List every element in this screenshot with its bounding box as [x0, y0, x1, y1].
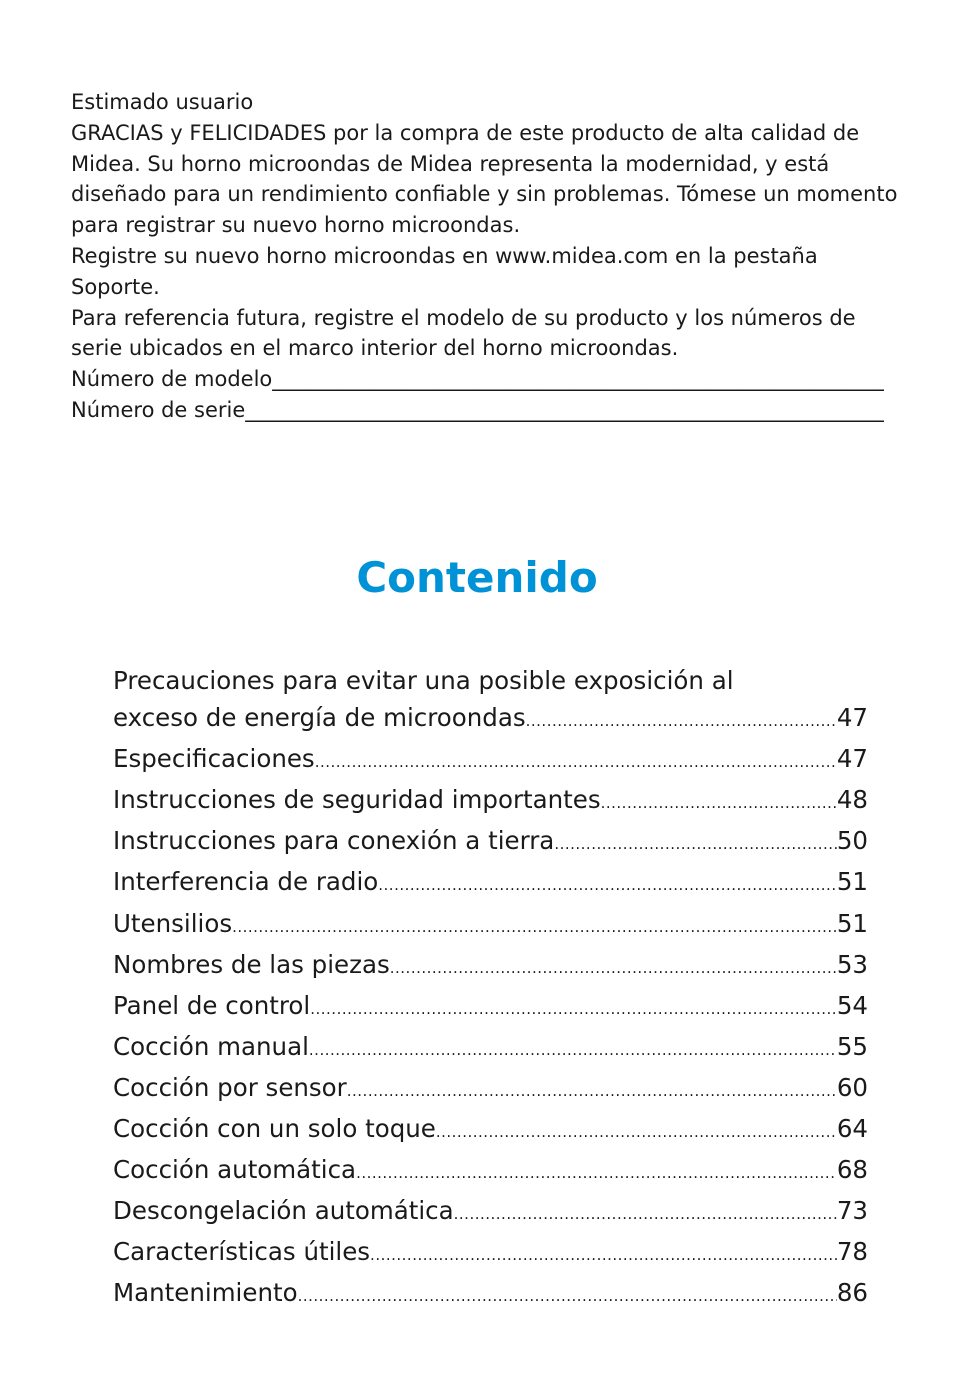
dot-leader — [601, 785, 837, 822]
toc-entry — [113, 740, 868, 781]
toc-entry-label: Mantenimiento — [113, 1278, 298, 1308]
model-number-field — [71, 364, 884, 395]
toc-entry-label: Instrucciones de seguridad importantes — [113, 785, 601, 815]
toc-entry-label: Instrucciones para conexión a tierra — [113, 826, 555, 856]
dot-leader — [232, 909, 837, 946]
toc-entry — [113, 863, 868, 904]
toc-entry-label: Cocción con un solo toque — [113, 1114, 436, 1144]
toc-page-number: 55 — [836, 1031, 868, 1061]
dot-leader — [526, 703, 837, 740]
serial-number-blank-line — [245, 395, 884, 426]
toc-entry — [113, 1233, 868, 1274]
dot-leader — [390, 950, 837, 987]
toc-page-number: 47 — [836, 703, 868, 733]
toc-entry — [113, 1028, 868, 1069]
toc-entry — [113, 1110, 868, 1151]
dot-leader — [454, 1196, 837, 1233]
toc-entry-label: Cocción automática — [113, 1155, 357, 1185]
toc-page-number: 48 — [836, 785, 868, 815]
dot-leader — [298, 1278, 837, 1315]
table-of-contents — [113, 662, 868, 1316]
contents-title: Contenido — [356, 553, 598, 602]
dot-leader — [310, 991, 837, 1028]
dot-leader — [356, 1155, 837, 1192]
toc-entry — [113, 1069, 868, 1110]
toc-entry — [113, 905, 868, 946]
toc-entry — [113, 1192, 868, 1233]
toc-entry — [113, 1151, 868, 1192]
toc-entry-label: Utensilios — [113, 908, 233, 938]
dot-leader — [309, 1032, 837, 1069]
intro-section — [71, 87, 901, 426]
dot-leader — [378, 867, 837, 904]
toc-entry-label-line2: exceso de energía de microondas — [113, 703, 526, 733]
toc-entry-label: Especificaciones — [113, 744, 315, 774]
intro-paragraph-reference: Para referencia futura, registre el modelo de su producto y los números de serie ubicados en el marco interior del horno microondas. — [71, 305, 856, 361]
serial-number-field — [71, 395, 884, 426]
toc-page-number: 64 — [836, 1114, 868, 1144]
toc-page-number: 86 — [836, 1278, 868, 1308]
toc-page-number: 53 — [836, 949, 868, 979]
toc-entry — [113, 781, 868, 822]
dot-leader — [370, 1237, 837, 1274]
toc-entry-label-line1: Precauciones para evitar una posible exposición al — [113, 666, 734, 695]
toc-entry — [113, 1274, 868, 1315]
greeting: Estimado usuario — [71, 90, 254, 114]
model-number-label: Número de modelo — [71, 367, 273, 392]
model-number-blank-line — [272, 364, 884, 395]
toc-page-number: 51 — [836, 867, 868, 897]
toc-entry-label: Descongelación automática — [113, 1196, 454, 1226]
toc-page-number: 51 — [836, 908, 868, 938]
toc-entry-label: Panel de control — [113, 990, 311, 1020]
toc-entry — [113, 987, 868, 1028]
toc-page-number: 54 — [836, 990, 868, 1020]
dot-leader — [554, 826, 837, 863]
toc-page-number: 47 — [836, 744, 868, 774]
toc-entry-label: Cocción por sensor — [113, 1072, 347, 1102]
dot-leader — [347, 1073, 837, 1110]
intro-paragraph-thanks: GRACIAS y FELICIDADES por la compra de este producto de alta calidad de Midea. Su horno microondas de Midea representa la modernidad, y está diseñado para un rendimiento confiable y sin problemas. Tómese un momento para registrar su nuevo horno microondas. — [71, 120, 898, 238]
toc-entry-label: Interferencia de radio — [113, 867, 379, 897]
dot-leader — [315, 744, 837, 781]
toc-page-number: 68 — [836, 1155, 868, 1185]
toc-entry-precautions — [113, 662, 868, 740]
toc-page-number: 50 — [836, 826, 868, 856]
intro-paragraph-register: Registre su nuevo horno microondas en www.midea.com en la pestaña Soporte. — [71, 243, 818, 299]
toc-entry-label: Cocción manual — [113, 1031, 309, 1061]
toc-entry — [113, 822, 868, 863]
dot-leader — [436, 1114, 837, 1151]
serial-number-label: Número de serie — [71, 397, 246, 422]
toc-page-number: 73 — [836, 1196, 868, 1226]
toc-page-number: 78 — [836, 1237, 868, 1267]
toc-page-number: 60 — [836, 1072, 868, 1102]
toc-entry — [113, 946, 868, 987]
toc-entry-label: Características útiles — [113, 1237, 371, 1267]
toc-entry-label: Nombres de las piezas — [113, 949, 390, 979]
